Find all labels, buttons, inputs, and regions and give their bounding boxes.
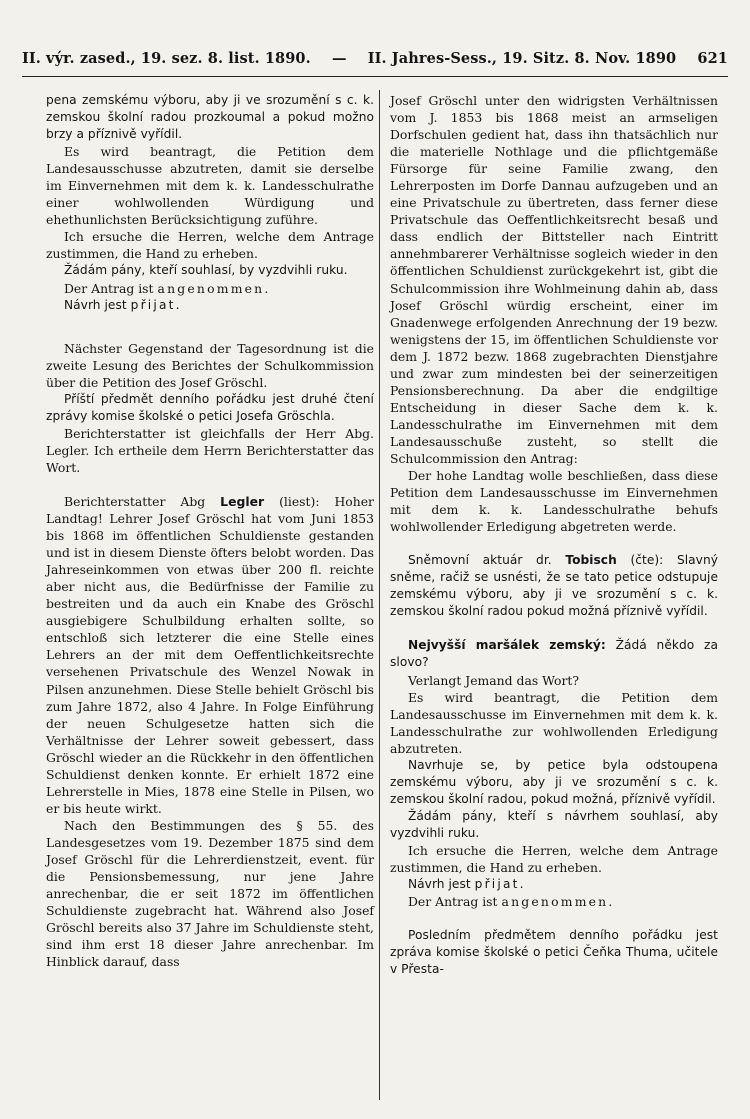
text-span: Návrh jest [64, 297, 127, 312]
text-span: (liest): Hoher Landtag! Lehrer Josef Gröschl hat vom Juni 1853 bis 1868 im öffentlichen Schuldienste gestanden und ist in diesem Dienste öfters belobt worden. Das Jahreseinkommen von etwas über 200 fl. reichte aber nicht aus, die Bedürfnisse der Familie zu bestreiten und da auch ein Knabe des Gröschl ausgiebigere Schulbildung erhalten sollte, so entschloß sich letzterer die eine Stelle eines Lehrers an der mit dem Oeffentlichkeitsrechte versehenen Privatschule des Wenzel Nowak in Pilsen anzunehmen. Diese Stelle behielt Gröschl bis zum Jahre 1872, also 4 Jahre. In Folge Einführung der neuen Schulgesetze hatten sich die Verhältnisse der Lehrer soweit gebessert, dass Gröschl wieder an die Rückkehr in den öffentlichen Schuldienst denken konnte. Er erhielt 1872 eine Lehrerstelle in Mies, 1878 eine Stelle in Pilsen, wo er bis heute wirkt. [46, 493, 374, 816]
paragraph: Posledním předmětem denního pořádku jest zpráva komise školské o petici Čeňka Thuma, učitele v Přesta- [390, 928, 718, 977]
speaker-name: Nejvyšší maršálek zemský: [408, 638, 606, 653]
paragraph: Nach den Bestimmungen des § 55. des Landesgesetzes vom 19. Dezember 1875 sind dem Josef Gröschl für die Lehrerdienstzeit, event. für die Pensionsbemessung, nur jene Jahre anrechenbar, die er seit 1872 im öffentlichen Schuldienste zugebracht hat. Während also Josef Gröschl bereits also 37 Jahre im Schuldienste steht, sind ihm erst 18 dieser Jahre anrechenbar. Im Hinblick darauf, dass [46, 817, 374, 970]
paragraph: Der hohe Landtag wolle beschließen, dass diese Petition dem Landesausschusse im Einvernehmen mit dem k. k. Landesschulrathe behufs wohlwollender Erledigung abgetreten werde. [390, 468, 718, 535]
text-span: Der Antrag ist [408, 894, 498, 910]
text-span: Žádá někdo za slovo? [390, 638, 718, 670]
spaced-text: angenommen. [157, 280, 271, 296]
header-czech-session: II. výr. zased., 19. sez. 8. list. 1890. [22, 50, 311, 67]
paragraph: Příští předmět denního pořádku jest druhé čtení zprávy komise školské o petici Josefa Gröschla. [46, 391, 374, 423]
text-span: Sněmovní aktuár dr. [408, 553, 552, 568]
paragraph: Navrhuje se, by petice byla odstoupena zemskému výboru, aby ji ve srozumění s c. k. zemskou školní radou, pokud možná, příznivě vyřídil. [390, 757, 718, 806]
spacer [46, 314, 374, 340]
paragraph [390, 552, 718, 620]
right-column [390, 92, 718, 978]
paragraph: Nächster Gegenstand der Tagesordnung ist die zweite Lesung des Berichtes der Schulkommission über die Petition des Josef Gröschl. [46, 340, 374, 390]
page-header [22, 50, 728, 76]
paragraph: Žádám pány, kteří souhlasí, by vyzdvihli ruku. [64, 263, 348, 278]
paragraph: Žádám pány, kteří s návrhem souhlasí, aby vyzdvihli ruku. [390, 808, 718, 840]
page-number: 621 [697, 50, 728, 67]
paragraph: pena zemskému výboru, aby ji ve srozumění s c. k. zemskou školní radou prozkoumal a pokud možno brzy a příznivě vyřídil. [46, 93, 374, 142]
header-german-session: II. Jahres-Sess., 19. Sitz. 8. Nov. 1890 [367, 50, 677, 67]
speaker-name: Legler [220, 493, 265, 509]
left-column [46, 92, 374, 970]
text-span: Der Antrag ist [64, 280, 154, 296]
paragraph [46, 493, 374, 817]
spaced-text: přijat. [474, 877, 526, 892]
spaced-text: přijat. [130, 297, 182, 312]
speaker-name: Tobisch [565, 553, 617, 568]
paragraph [46, 280, 374, 297]
paragraph: Es wird beantragt, die Petition dem Landesausschusse abzutreten, damit sie derselbe im Einvernehmen mit dem k. k. Landesschulrathe einer wohlwollenden Würdigung und ehethunlichsten Berücksichtigung zuführe. [46, 144, 374, 228]
paragraph: Es wird beantragt, die Petition dem Landesausschusse im Einvernehmen mit dem k. k. Landesschulrathe zur wohlwollenden Erledigung abzutreten. [390, 689, 718, 756]
header-dash: — [331, 50, 347, 67]
paragraph: Ich ersuche die Herren, welche dem Antrage zustimmen, die Hand zu erheben. [46, 229, 374, 262]
column-divider [379, 90, 380, 1100]
spacer [390, 910, 718, 927]
text-span: Návrh jest [408, 877, 471, 892]
paragraph [390, 637, 718, 671]
paragraph: Verlangt Jemand das Wort? [408, 672, 580, 688]
paragraph: Berichterstatter ist gleichfalls der Herr Abg. Legler. Ich ertheile dem Herrn Berichterstatter das Wort. [46, 425, 374, 475]
spacer [46, 476, 374, 493]
text-span: (čte): Slavný sněme, račiž se usnésti, že se tato petice odstupuje zemskému výboru, aby ji ve srozumění s c. k. zemskou školní radou pokud možná příznivě vyřídil. [390, 553, 718, 619]
paragraph: Ich ersuche die Herren, welche dem Antrage zustimmen, die Hand zu erheben. [390, 842, 718, 876]
spaced-text: angenommen. [501, 894, 615, 910]
spacer [390, 620, 718, 637]
paragraph [46, 297, 374, 314]
paragraph [390, 876, 718, 893]
paragraph: Josef Gröschl unter den widrigsten Verhältnissen vom J. 1853 bis 1868 meist an armseligen Dorfschulen gedient hat, dass ihn thatsächlich nur die materielle Nothlage und die pflichtgemäße Fürsorge für seine Familie zwang, den Lehrerposten im Dorfe Dannau aufzugeben und an eine Privatschule zu übertreten, dass ferner diese Privatschule das Oeffentlichkeitsrecht besaß und dass endlich der Bittsteller nach Eintritt annehmbarerer Verhältnisse sogleich wieder in den öffentlichen Schuldienst zurückgekehrt ist, gibt die Schulcommission ihre Wohlmeinung dahin ab, dass Josef Gröschl würdig erscheint, einer im Gnadenwege erfolgenden Anrechnung der 19 bezw. wenigstens der 15, im öffentlichen Schuldienste vor dem J. 1872 bezw. 1868 zugebrachten Dienstjahre und zwar zum mindesten bei der seinerzeitigen Pensionsberechnung. Da aber die endgiltige Entscheidung in dieser Sache dem k. k. Landesschulrathe im Einvernehmen mit dem Landesausschuße zusteht, so stellt die Schulcommission den Antrag: [390, 93, 718, 466]
spacer [390, 535, 718, 552]
paragraph [390, 893, 718, 910]
header-rule [22, 76, 728, 77]
text-span: Berichterstatter Abg [64, 493, 206, 509]
